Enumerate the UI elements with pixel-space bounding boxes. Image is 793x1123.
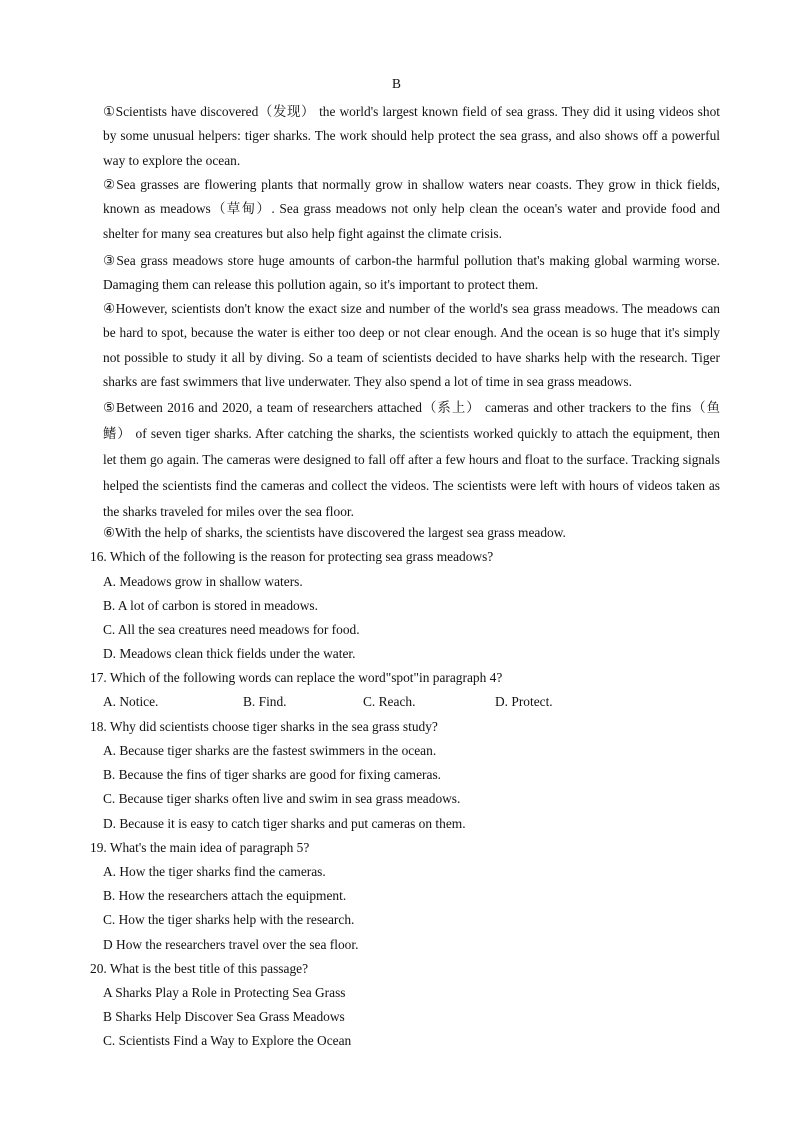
question-16-option-a: A. Meadows grow in shallow waters.: [103, 574, 303, 589]
question-16-option-b: B. A lot of carbon is stored in meadows.: [103, 598, 318, 613]
paragraph-5-text: ⑤Between 2016 and 2020, a team of researchers attached（系上） cameras and other trackers to the fins（鱼鳍） of seven tiger sharks. After catching the sharks, the scientists worked quickly to attach the equipment, then let them go again. The cameras were designed to fall off after a few hours and float to the surface. Tracking signals helped the scientists find the cameras and collect the videos. The scientists were left with hours of videos taken as the sharks traveled for miles over the sea floor.: [103, 400, 720, 519]
question-17-option-d: D. Protect.: [495, 694, 553, 709]
question-20-stem: 20. What is the best title of this passage?: [90, 961, 309, 976]
question-19-option-d: D How the researchers travel over the sea floor.: [103, 937, 359, 952]
question-19-option-a: A. How the tiger sharks find the cameras.: [103, 864, 326, 879]
question-18-option-b: B. Because the fins of tiger sharks are good for fixing cameras.: [103, 767, 442, 782]
paragraph-4: [76, 297, 720, 394]
question-18-option-a: A. Because tiger sharks are the fastest swimmers in the ocean.: [103, 743, 437, 758]
paragraph-1: [76, 100, 720, 173]
paragraph-6-text: ⑥With the help of sharks, the scientists have discovered the largest sea grass meadow.: [103, 525, 566, 540]
question-20-option-b: B Sharks Help Discover Sea Grass Meadows: [103, 1009, 345, 1024]
paragraph-6: [76, 521, 720, 545]
paragraph-2: [76, 173, 720, 246]
question-20-option-a: A Sharks Play a Role in Protecting Sea Grass: [103, 985, 346, 1000]
question-16-option-c: C. All the sea creatures need meadows for food.: [103, 622, 360, 637]
question-19-option-b: B. How the researchers attach the equipment.: [103, 888, 347, 903]
section-heading: B: [392, 76, 401, 91]
question-20-option-c: C. Scientists Find a Way to Explore the Ocean: [103, 1033, 352, 1048]
question-17-option-a: A. Notice.: [103, 694, 159, 709]
paragraph-4-text: ④However, scientists don't know the exact size and number of the world's sea grass meadows. The meadows can be hard to spot, because the water is either too deep or not clear enough. And the ocean is so huge that it's simply not possible to study it all by diving. So a team of scientists decided to have sharks help with the research. Tiger sharks are fast swimmers that live underwater. They also spend a lot of time in sea grass meadows.: [103, 301, 720, 389]
question-17-stem: 17. Which of the following words can replace the word"spot"in paragraph 4?: [90, 670, 503, 685]
question-17-option-c: C. Reach.: [363, 694, 416, 709]
question-17-options: [103, 690, 663, 714]
paragraph-3: [76, 249, 720, 298]
question-17-option-b: B. Find.: [243, 694, 287, 709]
paragraph-1-text: ①Scientists have discovered（发现） the world's largest known field of sea grass. They did it using videos shot by some unusual helpers: tiger sharks. The work should help protect the sea grass, and also shows off a powerful way to explore the ocean.: [103, 104, 720, 168]
question-19-option-c: C. How the tiger sharks help with the research.: [103, 912, 355, 927]
paragraph-3-text: ③Sea grass meadows store huge amounts of carbon-the harmful pollution that's making global warming worse. Damaging them can release this pollution again, so it's important to protect them.: [103, 253, 720, 293]
question-18-option-c: C. Because tiger sharks often live and swim in sea grass meadows.: [103, 791, 461, 806]
paragraph-5: [76, 395, 720, 525]
question-18-option-d: D. Because it is easy to catch tiger sharks and put cameras on them.: [103, 816, 466, 831]
question-19-stem: 19. What's the main idea of paragraph 5?: [90, 840, 310, 855]
paragraph-2-text: ②Sea grasses are flowering plants that normally grow in shallow waters near coasts. They grow in thick fields, known as meadows（草甸）. Sea grass meadows not only help clean the ocean's water and provide food and shelter for many sea creatures but also help fight against the climate crisis.: [103, 177, 720, 241]
question-16-option-d: D. Meadows clean thick fields under the water.: [103, 646, 356, 661]
question-16-stem: 16. Which of the following is the reason for protecting sea grass meadows?: [90, 549, 494, 564]
question-18-stem: 18. Why did scientists choose tiger sharks in the sea grass study?: [90, 719, 438, 734]
